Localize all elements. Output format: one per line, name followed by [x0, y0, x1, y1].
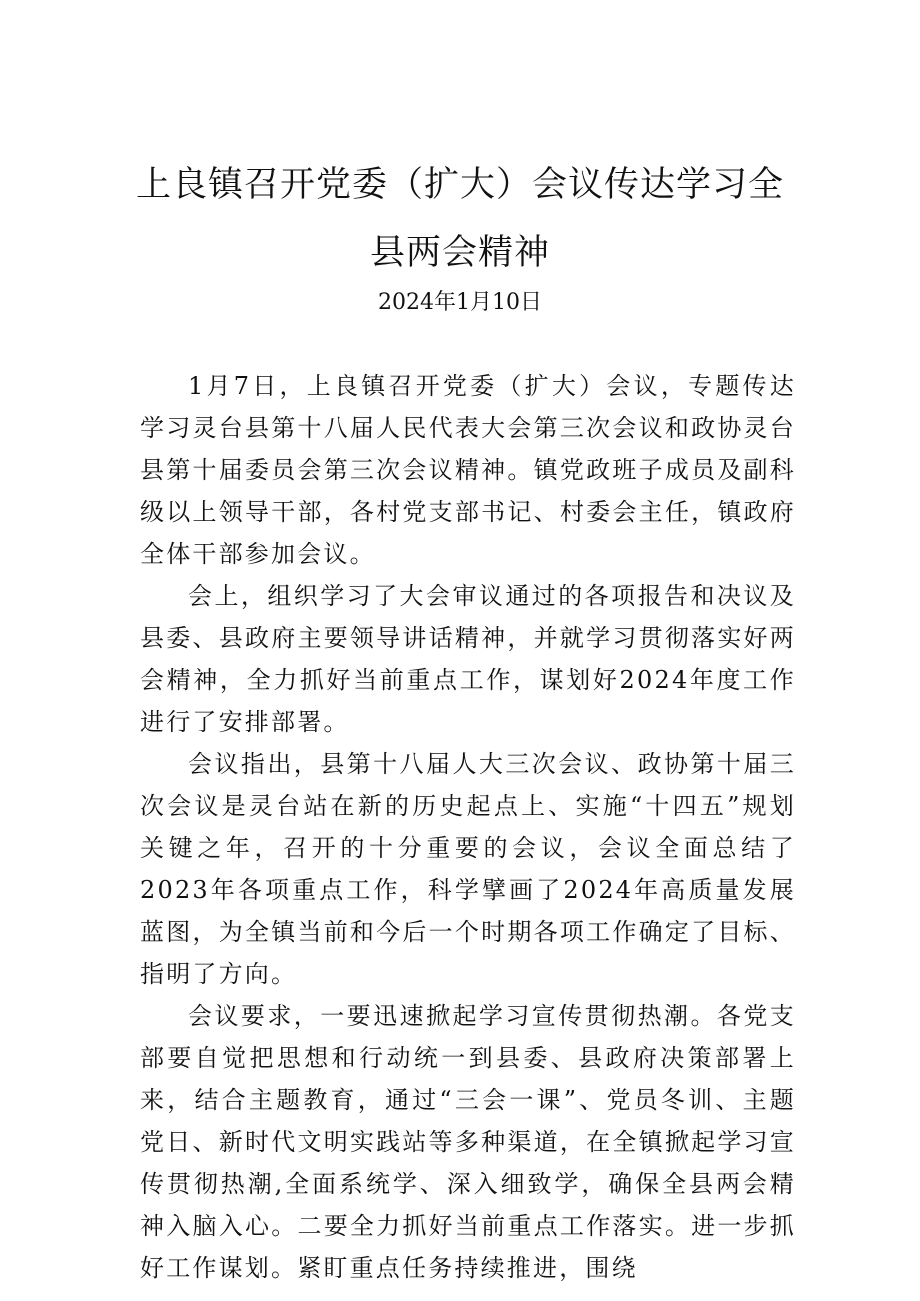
- paragraph-2: 会上，组织学习了大会审议通过的各项报告和决议及县委、县政府主要领导讲话精神，并就学习贯彻落实好两会精神，全力抓好当前重点工作，谋划好2024年度工作进行了安排部署。: [140, 582, 796, 736]
- paragraph-1: 1月7日，上良镇召开党委（扩大）会议，专题传达学习灵台县第十八届人民代表大会第三次会议和政协灵台县第十届委员会第三次会议精神。镇党政班子成员及副科级以上领导干部，各村党支部书记、村委会主任，镇政府全体干部参加会议。: [140, 372, 796, 568]
- document-title-line-1: 上良镇召开党委（扩大）会议传达学习全: [135, 165, 784, 205]
- paragraph-3: 会议指出，县第十八届人大三次会议、政协第十届三次会议是灵台站在新的历史起点上、实施“十四五”规划关键之年，召开的十分重要的会议，会议全面总结了2023年各项重点工作，科学擘画了2024年高质量发展蓝图，为全镇当前和今后一个时期各项工作确定了目标、指明了方向。: [140, 750, 796, 988]
- paragraph-4: 会议要求，一要迅速掀起学习宣传贯彻热潮。各党支部要自觉把思想和行动统一到县委、县政府决策部署上来，结合主题教育，通过“三会一课”、党员冬训、主题党日、新时代文明实践站等多种渠道，在全镇掀起学习宣传贯彻热潮,全面系统学、深入细致学，确保全县两会精神入脑入心。二要全力抓好当前重点工作落实。进一步抓好工作谋划。紧盯重点任务持续推进，围绕: [140, 1002, 796, 1282]
- document-body: [140, 365, 796, 1289]
- document-date: 2024年1月10日: [378, 290, 542, 315]
- document-title-line-2: 县两会精神: [369, 233, 550, 273]
